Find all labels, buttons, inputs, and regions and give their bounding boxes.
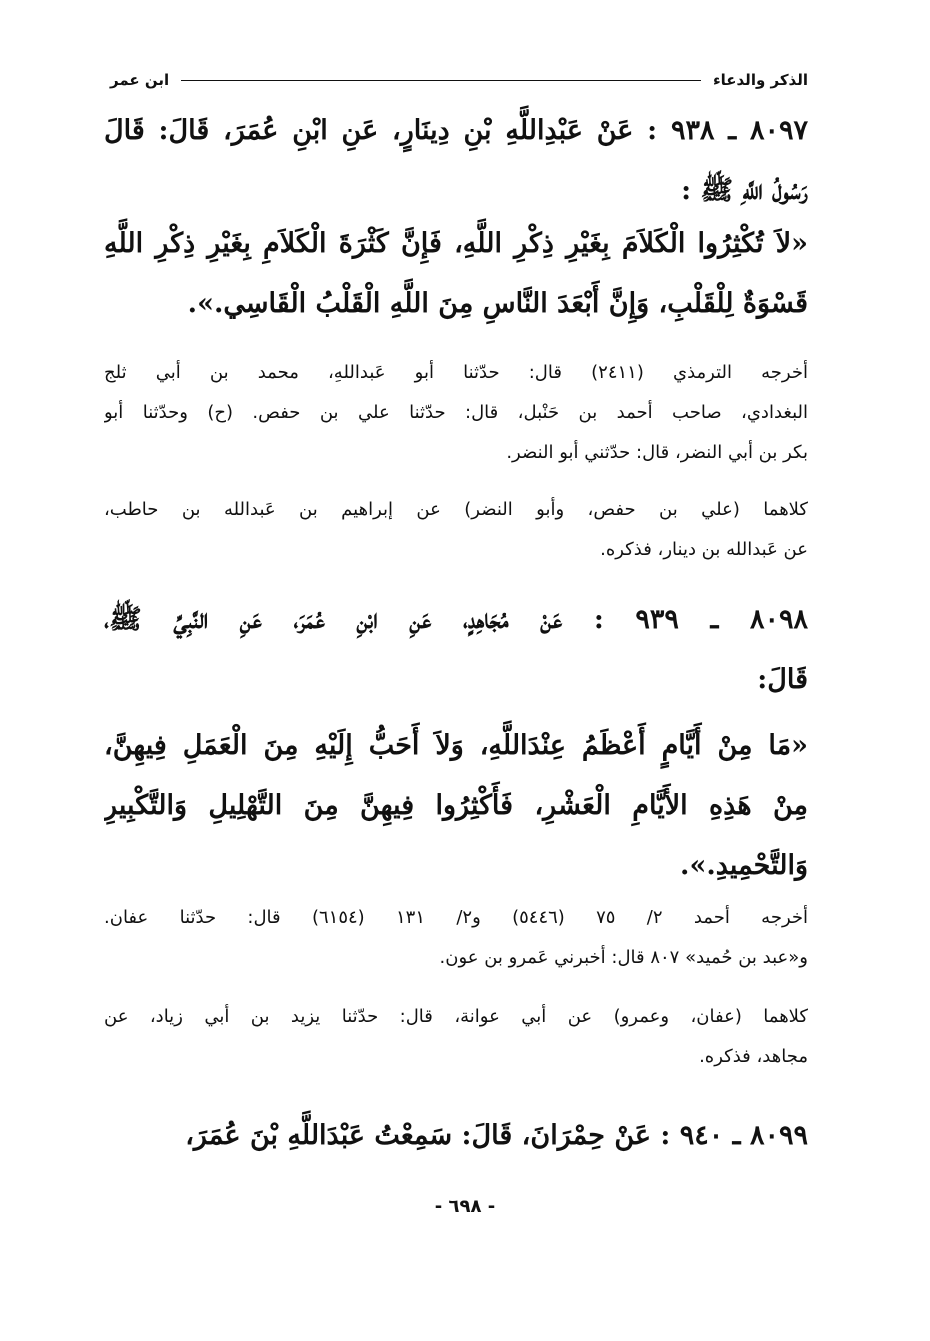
note-line: مجاهد، فذكره.: [699, 1046, 808, 1067]
note-line: كلاهما (علي بن حفص، وأبو النضر) عن إبراهيم بن عَبدالله بن حاطب،: [104, 499, 808, 520]
hadith-line: «مَا مِنْ أَيَّامٍ أَعْظَمُ عِنْدَاللَّهِ، وَلاَ أَحَبُّ إِلَيْهِ مِنَ الْعَمَلِ فِيهِنَّ،: [104, 730, 808, 761]
note-line: عن عَبدالله بن دينار، فذكره.: [600, 539, 808, 560]
note-line: بكر بن أبي النضر، قال: حدّثني أبو النضر.: [506, 442, 808, 463]
takhrij-8097: [104, 353, 808, 473]
hadith-line: «لاَ تُكْثِرُوا الْكَلاَمَ بِغَيْرِ ذِكْرِ اللَّهِ، فَإِنَّ كَثْرَةَ الْكَلاَمِ بِغَيْرِ ذِكْرِ اللَّهِ: [104, 228, 808, 259]
hadith-line: ٨٠٩٩ ـ ٩٤٠ : عَنْ حِمْرَانَ، قَالَ: سَمِعْتُ عَبْدَاللَّهِ بْنَ عُمَرَ،: [185, 1120, 808, 1151]
hadith-8098: [104, 590, 808, 710]
hadith-8099: [104, 1106, 808, 1166]
hadith-line: قَالَ:: [757, 664, 808, 695]
hadith-line: قَسْوَةٌ لِلْقَلْبِ، وَإِنَّ أَبْعَدَ النَّاسِ مِنَ اللَّهِ الْقَلْبُ الْقَاسِي.».: [187, 288, 808, 319]
hadith-line: ٨٠٩٨ ـ ٩٣٩ : عَنْ مُجَاهِدٍ، عَنِ ابْنِ عُمَرَ، عَنِ النَّبِيِّ ﷺ،: [104, 604, 808, 635]
page-number: - ٦٩٨ -: [434, 1196, 496, 1217]
hadith-line: مِنْ هَذِهِ الأَيَّامِ الْعَشْرِ، فَأَكْثِرُوا فِيهِنَّ مِنَ التَّهْلِيلِ وَالتَّكْبِيرِ: [104, 790, 808, 821]
note-line: البغدادي، صاحب أحمد بن حَنْبل، قال: حدّثنا علي بن حفص. (ح) وحدّثنا أبو: [104, 402, 808, 423]
hadith-8097: [104, 101, 808, 221]
hadith-line: ٨٠٩٧ ـ ٩٣٨ : عَنْ عَبْدِاللَّهِ بْنِ دِينَارٍ، عَنِ ابْنِ عُمَرَ، قَالَ: قَالَ: [104, 115, 808, 146]
takhrij-8098: [104, 898, 808, 978]
hadith-line: وَالتَّحْمِيدِ.».: [680, 850, 808, 881]
narrator-title: ابن عمر: [110, 71, 170, 89]
hadith-line: رَسُولُ اللَّهِ ﷺ :: [681, 175, 808, 206]
note-line: كلاهما (عفان، وعمرو) عن أبي عوانة، قال: حدّثنا يزيد بن أبي زياد، عن: [104, 1006, 808, 1027]
isnad-8097: [104, 490, 808, 570]
running-header: [110, 68, 808, 92]
header-rule: [181, 80, 701, 81]
hadith-8098-text: [104, 716, 808, 896]
hadith-8097-text: [104, 214, 808, 334]
note-line: أخرجه أحمد ٢/ ٧٥ (٥٤٤٦) و٢/ ١٣١ (٦١٥٤) قال: حدّثنا عفان.: [104, 907, 808, 928]
isnad-8098: [104, 997, 808, 1077]
chapter-title: الذكر والدعاء: [712, 71, 808, 89]
note-line: أخرجه الترمذي (٢٤١١) قال: حدّثنا أبو عَبداللهِ، محمد بن أبي ثلج: [104, 362, 808, 383]
note-line: و«عبد بن حُميد» ٨٠٧ قال: أخبرني عَمرو بن عون.: [439, 947, 808, 968]
